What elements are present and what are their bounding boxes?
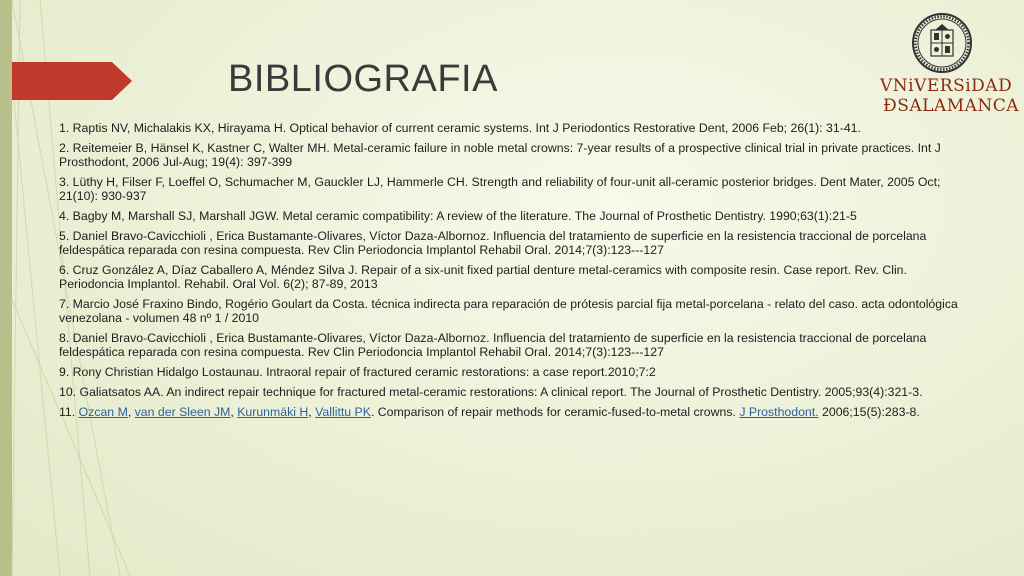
author-link-ozcan[interactable]: Ozcan M [78,405,128,419]
reference-item: 10. Galiatsatos AA. An indirect repair technique for fractured metal-ceramic restorations: A clinical report. The Journal of Prosthetic Dentistry. 2005;93(4):321-3. [59,385,923,399]
ref11-separator: , [230,405,238,419]
author-link-vallittu[interactable]: Vallittu PK [315,405,371,419]
reference-item: 7. Marcio José Fraxino Bindo, Rogério Goulart da Costa. técnica indirecta para reparación de prótesis parcial fija metal-porcelana - relato del caso. acta odontológica venezolana - volumen 48 nº 1 / 2010 [59,297,958,325]
reference-item: 3. Lüthy H, Filser F, Loeffel O, Schumacher M, Gauckler LJ, Hammerle CH. Strength and reliability of four-unit all-ceramic posterior bridges. Dent Mater, 2005 Oct; 21(10): 930-937 [59,175,941,203]
university-seal-icon [911,12,973,74]
reference-item-11 [59,405,964,419]
reference-item: 2. Reitemeier B, Hänsel K, Kastner C, Walter MH. Metal-ceramic failure in noble metal crowns: 7-year results of a prospective clinical trial in private practices. Int J Prosthodont, 2006 Jul-Aug; 19(4): 397-399 [59,141,941,169]
left-accent-bar [0,0,12,576]
reference-item: 9. Rony Christian Hidalgo Lostaunau. Intraoral repair of fractured ceramic restorations: a case report.2010;7:2 [59,365,656,379]
reference-item: 8. Daniel Bravo-Cavicchioli , Erica Bustamante-Olivares, Víctor Daza-Albornoz. Influencia del tratamiento de superficie en la resistencia traccional de porcelana feldespática reparada con resina compuesta. Rev Clin Periodoncia Implantol Rehabil Oral. 2014;7(3):123---127 [59,331,927,359]
ref11-prefix: 11. [59,405,79,419]
slide-title: BIBLIOGRAFIA [228,58,498,100]
reference-list [59,121,964,425]
reference-item: 4. Bagby M, Marshall SJ, Marshall JGW. Metal ceramic compatibility: A review of the literature. The Journal of Prosthetic Dentistry. 1990;63(1):21-5 [59,209,857,223]
reference-item: 5. Daniel Bravo-Cavicchioli , Erica Bustamante-Olivares, Víctor Daza-Albornoz. Influencia del tratamiento de superficie en la resistencia traccional de porcelana feldespática reparada con resina compuesta. Rev Clin Periodoncia Implantol Rehabil Oral. 2014;7(3):123---127 [59,229,927,257]
ref11-suffix: 2006;15(5):283-8. [818,405,920,419]
logo-line-1: VNiVERSiDAD [880,76,1013,96]
ref11-separator: , [308,405,316,419]
logo-line-2: ÐSALAMANCA [883,96,1020,116]
arrow-decoration-icon [12,62,132,100]
author-link-van-der-sleen[interactable]: van der Sleen JM [134,405,231,419]
author-link-kurunmaki[interactable]: Kurunmäki H [237,405,309,419]
ref11-separator: , [127,405,135,419]
university-logo [880,76,1020,116]
ref11-title: . Comparison of repair methods for ceramic-fused-to-metal crowns. [370,405,740,419]
reference-item: 6. Cruz González A, Díaz Caballero A, Méndez Silva J. Repair of a six-unit fixed partial denture metal-ceramics with composite resin. Case report. Rev. Clin. Periodoncia Implantol. Rehabil. Oral Vol. 6(2); 87-89, 2013 [59,263,907,291]
journal-link[interactable]: J Prosthodont. [739,405,819,419]
reference-item: 1. Raptis NV, Michalakis KX, Hirayama H. Optical behavior of current ceramic systems. Int J Periodontics Restorative Dent, 2006 Feb; 26(1): 31-41. [59,121,861,135]
